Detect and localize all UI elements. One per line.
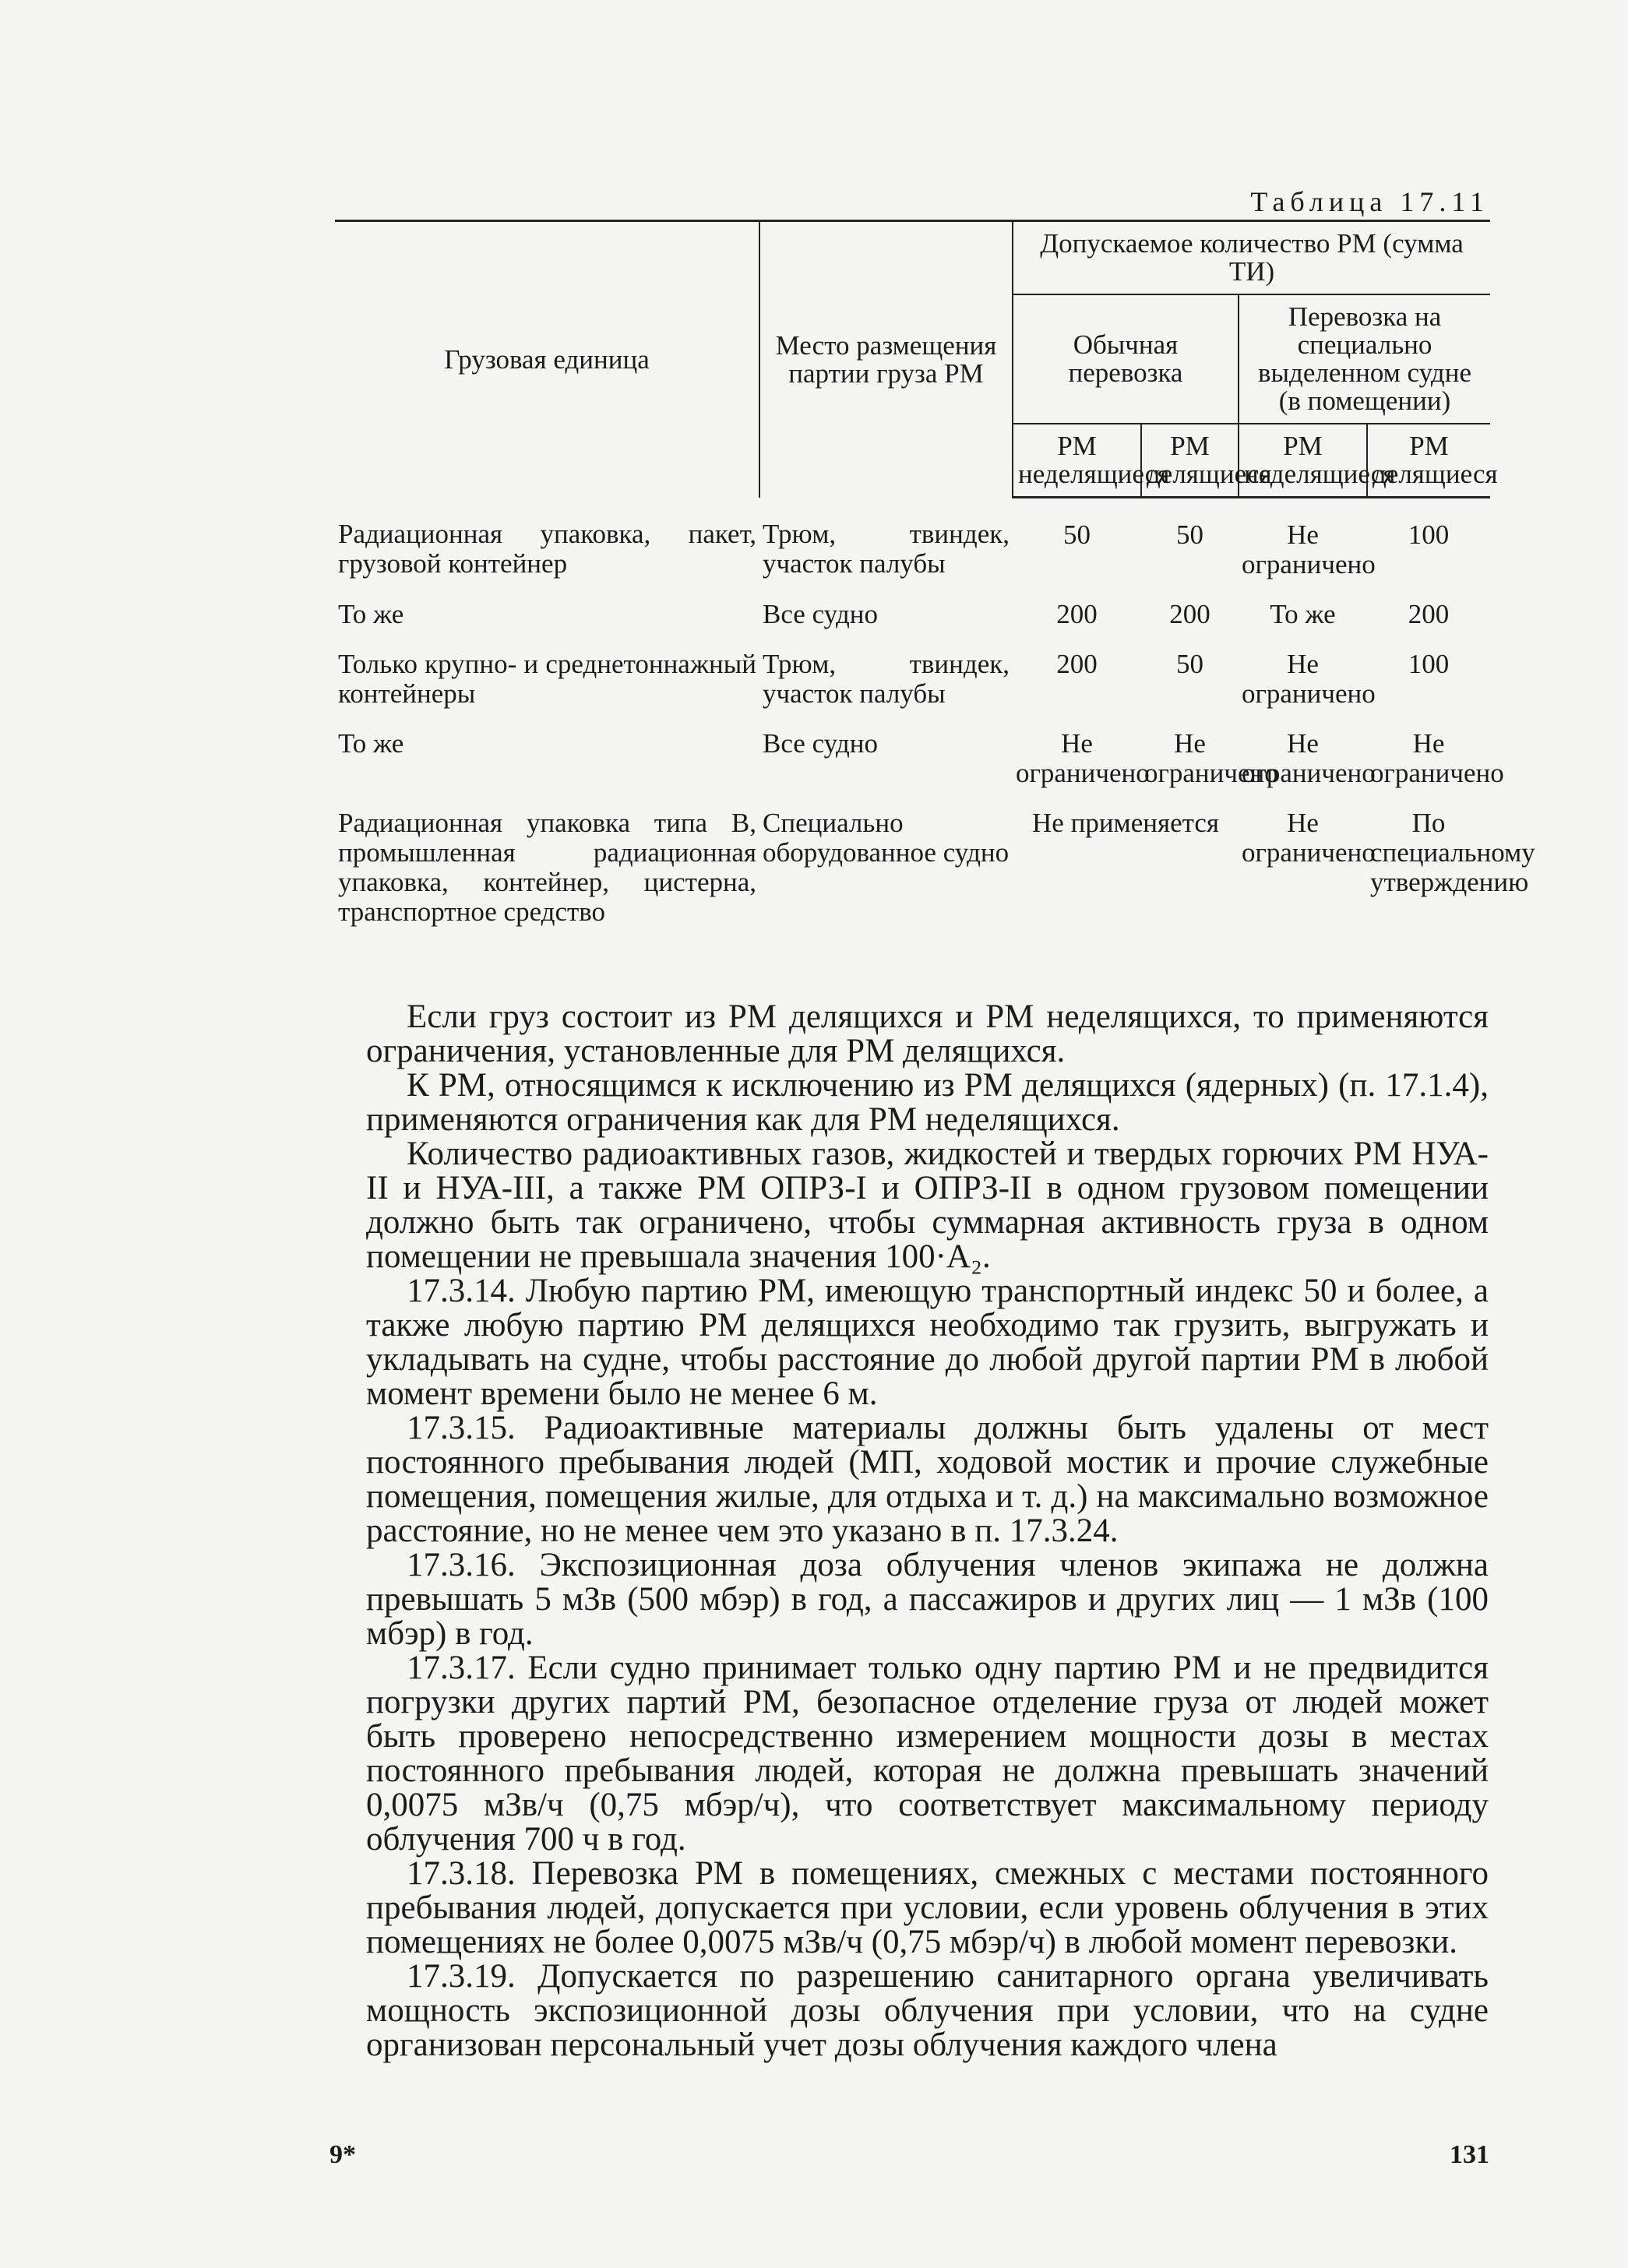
cell-special-non-fissile: Не ограничено [1242, 808, 1376, 868]
cell-special-non-fissile: Не ограничено [1242, 728, 1376, 788]
cell-normal-merged: Не применяется [1032, 808, 1219, 838]
cell-normal-non-fissile: 50 [1063, 519, 1091, 550]
paragraph: 17.3.15. Радиоактивные материалы должны быть удалены от мест постоянного пребывания людей (МП, ходовой мостик и прочие служебные помещения, помещения жилые, для отдыха и т. д.) на максимально возможное расстояние, но не менее чем это указано в п. 17.3.24. [366, 1410, 1489, 1549]
cell-place: Все судно [763, 728, 878, 759]
table-row [335, 498, 1490, 590]
cell-cargo: То же [338, 599, 404, 629]
cell-special-fissile: По специальному утверждению [1370, 808, 1535, 897]
paragraph: Количество радиоактивных газов, жидкостей и твердых горючих РМ НУА-II и НУА-III, а также РМ ОПРЗ-I и ОПРЗ-II в одном грузовом помещении должно быть так ограничено, чтобы суммарная активность груза в одном помещении не превышала значения 100·А₂. [366, 1136, 1489, 1275]
cell-place: Трюм, твиндек, участок палубы [763, 649, 1010, 709]
cell-normal-fissile: 50 [1176, 519, 1203, 550]
header-cargo-unit: Грузовая единица [335, 221, 759, 498]
page-number: 131 [1450, 2140, 1489, 2169]
cell-special-non-fissile: То же [1270, 599, 1336, 629]
header-placement: Место размещения партии груза РМ [759, 221, 1013, 498]
paragraph: 17.3.16. Экспозиционная доза облучения членов экипажа не должна превышать 5 мЗв (500 мбэр) в год, а пассажиров и других лиц — 1 мЗв (100 мбэр) в год. [366, 1547, 1489, 1652]
paragraph: 17.3.17. Если судно принимает только одну партию РМ и не предвидится погрузки других партий РМ, безопасное отделение груза от людей может быть проверено непосредственно измерением мощности дозы в местах постоянного пребывания людей, которая не должна превышать значений 0,0075 мЗв/ч (0,75 мбэр/ч), что соответствует максимальному периоду облучения 700 ч в год. [366, 1650, 1489, 1858]
header-allowed-quantity: Допускаемое количество РМ (сумма ТИ) [1013, 221, 1490, 295]
paragraph: Если груз состоит из РМ делящихся и РМ неделящихся, то применяются ограничения, установленные для РМ делящихся. [366, 998, 1489, 1069]
paragraph: 17.3.19. Допускается по разрешению санитарного органа увеличивать мощность экспозиционной дозы облучения при условии, что на судне организован персональный учет дозы облучения каждого члена [366, 1958, 1489, 2063]
cell-place: Специально оборудованное судно [763, 808, 1010, 868]
table-row [335, 798, 1490, 936]
header-normal-non-fissile: РМ неделящиеся [1013, 424, 1141, 498]
cell-normal-non-fissile: 200 [1056, 599, 1098, 629]
cell-cargo: То же [338, 728, 404, 759]
cell-special-non-fissile: Не ограничено [1242, 649, 1376, 709]
paragraph: 17.3.18. Перевозка РМ в помещениях, смежных с местами постоянного пребывания людей, допускается при условии, если уровень облучения в этих помещениях не более 0,0075 мЗв/ч (0,75 мбэр/ч) в любой момент перевозки. [366, 1855, 1489, 1960]
cell-normal-non-fissile: Не ограничено [1016, 728, 1150, 788]
paragraph: 17.3.14. Любую партию РМ, имеющую транспортный индекс 50 и более, а также любую партию РМ делящихся необходимо так грузить, выгружать и укладывать на судне, чтобы расстояние до любой другой партии РМ в любой момент времени было не менее 6 м. [366, 1273, 1489, 1412]
body-text [366, 1000, 1489, 2062]
cell-cargo: Только крупно- и среднетоннажный контейнеры [338, 649, 756, 709]
cell-special-fissile: Не ограничено [1370, 728, 1504, 788]
paragraph: К РМ, относящимся к исключению из РМ делящихся (ядерных) (п. 17.1.4), применяются ограничения как для РМ неделящихся. [366, 1067, 1489, 1138]
table-row [335, 718, 1490, 798]
table-row [335, 589, 1490, 639]
table-caption: Таблица 17.11 [1250, 186, 1489, 217]
signature-mark: 9* [329, 2140, 356, 2169]
cell-special-fissile: 100 [1408, 649, 1450, 679]
cell-special-fissile: 200 [1408, 599, 1450, 629]
cell-normal-fissile: Не ограничено [1144, 728, 1278, 788]
cell-place: Трюм, твиндек, участок палубы [763, 518, 1010, 579]
allowed-quantity-table [335, 220, 1535, 936]
header-normal-transport: Обычная перевозка [1013, 294, 1239, 424]
cell-cargo: Радиационная упаковка, пакет, грузовой контейнер [338, 518, 756, 579]
cell-normal-non-fissile: 200 [1056, 649, 1098, 679]
header-normal-fissile: РМ делящиеся [1141, 424, 1239, 498]
cell-cargo: Радиационная упаковка типа В, промышленная радиационная упаковка, контейнер, цистерна, транспортное средство [338, 808, 756, 927]
header-special-fissile: РМ делящиеся [1367, 424, 1490, 498]
table-row [335, 639, 1490, 718]
cell-normal-fissile: 50 [1176, 649, 1203, 679]
cell-special-fissile: 100 [1408, 519, 1450, 550]
cell-place: Все судно [763, 599, 878, 629]
cell-normal-fissile: 200 [1169, 599, 1210, 629]
header-special-transport: Перевозка на специально выделенном судне (в помещении) [1239, 294, 1490, 424]
cell-special-non-fissile: Не ограничено [1242, 519, 1376, 579]
header-special-non-fissile: РМ неделящиеся [1239, 424, 1367, 498]
